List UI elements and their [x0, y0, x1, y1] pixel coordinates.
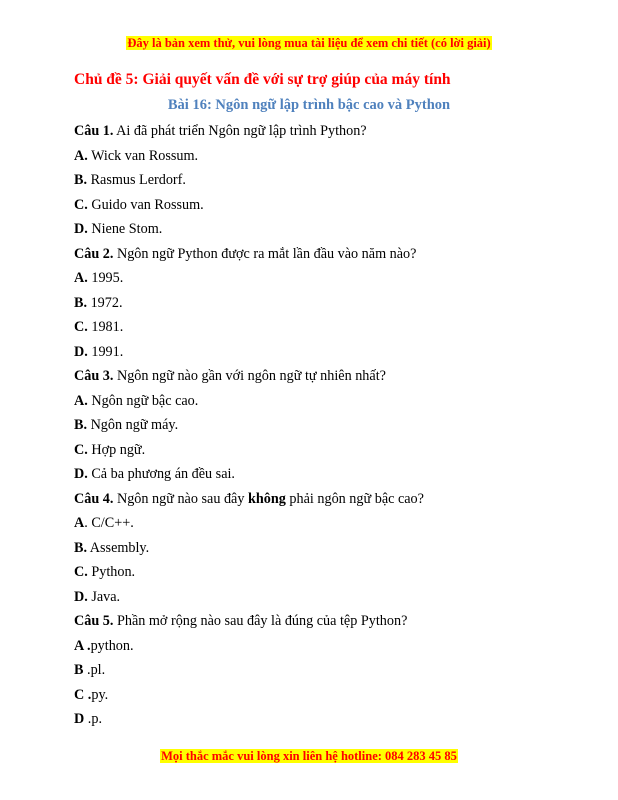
option-text: 1972.: [87, 294, 123, 311]
option-label: C.: [74, 196, 88, 213]
question-text: Ai đã phát triển Ngôn ngữ lập trình Python?: [113, 123, 367, 139]
option-b: [74, 660, 424, 685]
option-label: A .: [74, 637, 91, 654]
option-text: Python.: [87, 564, 136, 580]
option-text: Niene Stom.: [87, 221, 163, 237]
option-text: 1981.: [87, 319, 124, 335]
option-text: Hợp ngữ.: [87, 441, 146, 458]
option-d: [74, 342, 424, 367]
option-text: Cả ba phương án đều sai.: [87, 466, 235, 482]
option-text: Rasmus Lerdorf.: [87, 172, 186, 188]
option-label: C.: [74, 319, 88, 335]
option-label: A.: [74, 147, 88, 164]
option-a: [74, 391, 424, 416]
option-text: .pl.: [83, 662, 106, 678]
option-label: C.: [74, 441, 88, 458]
option-label: D.: [74, 588, 88, 605]
preview-notice-text: Đây là bản xem thử, vui lòng mua tài liệu để xem chi tiết (có lời giải): [127, 36, 491, 50]
option-text: Ngôn ngữ máy.: [87, 417, 179, 433]
option-label: B.: [74, 417, 88, 433]
question-list: [74, 121, 424, 734]
question-label: Câu 4.: [74, 490, 114, 507]
lesson-heading: Bài 16: Ngôn ngữ lập trình bậc cao và Python: [167, 97, 451, 113]
question-text: Ngôn ngữ nào sau đây: [113, 490, 248, 507]
option-a: [74, 146, 424, 171]
question-1: [74, 121, 424, 146]
option-label: A.: [74, 392, 88, 409]
option-label: B.: [74, 294, 88, 311]
topic-heading: Chủ đề 5: Giải quyết vấn đề với sự trợ giúp của máy tính: [74, 71, 451, 88]
option-label: D.: [74, 466, 88, 482]
option-d: [74, 587, 424, 612]
preview-notice-banner: [0, 36, 618, 51]
option-c: [74, 195, 424, 220]
option-b: [74, 170, 424, 195]
option-a: [74, 636, 424, 661]
question-2: [74, 244, 424, 269]
option-label: B.: [74, 539, 88, 556]
hotline-banner: [0, 749, 618, 764]
option-label: D.: [74, 343, 88, 360]
option-c: [74, 685, 424, 710]
hotline-text: Mọi thắc mắc vui lòng xin liên hệ hotline: 084 283 45 85: [161, 749, 457, 763]
option-text: 1995.: [87, 270, 124, 286]
option-text: Java.: [87, 588, 121, 605]
option-text: Guido van Rossum.: [87, 196, 204, 213]
option-d: [74, 709, 424, 734]
question-4: [74, 489, 424, 514]
option-label: C .: [74, 686, 92, 703]
question-3: [74, 366, 424, 391]
option-label: C.: [74, 564, 88, 580]
option-b: [74, 538, 424, 563]
question-label: Câu 3.: [74, 368, 114, 384]
option-c: [74, 317, 424, 342]
option-text: 1991.: [87, 343, 124, 360]
option-d: [74, 219, 424, 244]
question-5: [74, 611, 424, 636]
option-d: [74, 464, 424, 489]
option-label: B.: [74, 172, 88, 188]
option-text: Assembly.: [87, 539, 150, 556]
question-text: Phần mở rộng nào sau đây là đúng của tệp Python?: [113, 613, 408, 629]
question-label: Câu 2.: [74, 245, 114, 262]
question-text: Ngôn ngữ Python được ra mắt lần đầu vào năm nào?: [113, 245, 417, 262]
option-a: [74, 513, 424, 538]
option-b: [74, 293, 424, 318]
question-text: phải ngôn ngữ bậc cao?: [285, 490, 424, 507]
question-text: Ngôn ngữ nào gần với ngôn ngữ tự nhiên nhất?: [113, 368, 386, 384]
option-c: [74, 440, 424, 465]
question-emphasis: không: [248, 490, 286, 507]
option-a: [74, 268, 424, 293]
option-c: [74, 562, 424, 587]
option-text: Ngôn ngữ bậc cao.: [87, 392, 199, 409]
option-text: . C/C++.: [84, 515, 134, 531]
option-text: .p.: [84, 711, 102, 727]
option-label: A.: [74, 270, 88, 286]
option-label: B: [74, 662, 84, 678]
option-text: python.: [90, 637, 134, 654]
option-b: [74, 415, 424, 440]
option-label: D.: [74, 221, 88, 237]
option-label: D: [74, 711, 85, 727]
option-text: Wick van Rossum.: [87, 147, 199, 164]
option-text: py.: [91, 686, 109, 703]
question-label: Câu 1.: [74, 123, 114, 139]
option-label: A: [74, 515, 85, 531]
question-label: Câu 5.: [74, 613, 114, 629]
